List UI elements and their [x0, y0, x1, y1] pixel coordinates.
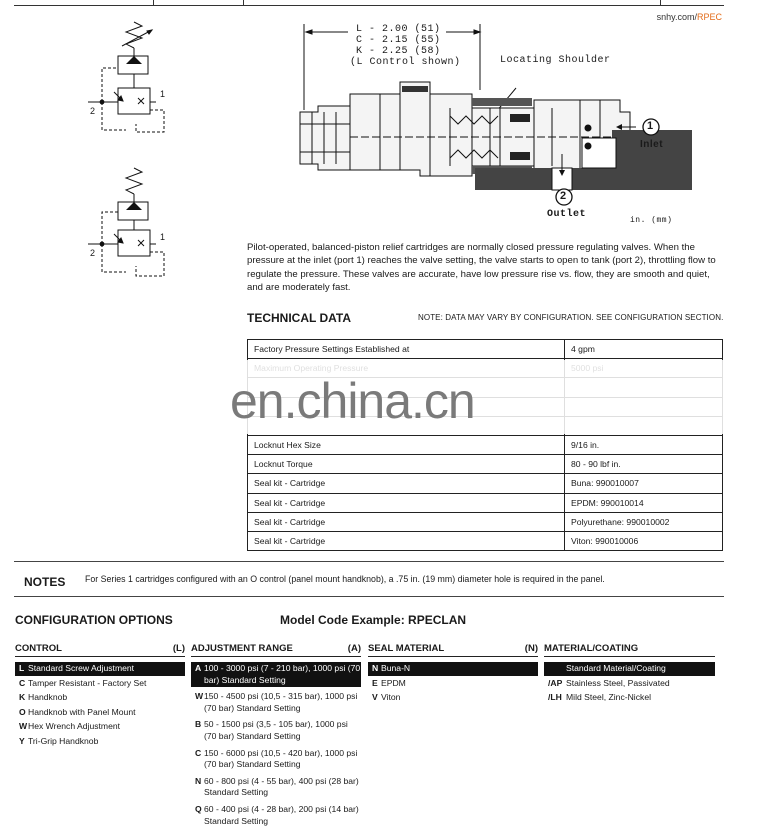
- option-W[interactable]: W Hex Wrench Adjustment: [19, 721, 121, 732]
- port-2-label: 2: [90, 106, 96, 116]
- option-L[interactable]: L Standard Screw Adjustment: [15, 662, 185, 676]
- table-row: [248, 474, 723, 493]
- locating-shoulder-label: Locating Shoulder: [500, 55, 611, 66]
- table-row: [248, 512, 723, 531]
- inlet-label: Inlet: [640, 139, 664, 150]
- option-C[interactable]: C Tamper Resistant - Factory Set: [19, 677, 147, 688]
- column-default-code: (L): [172, 643, 185, 654]
- option-LH[interactable]: /LH Mild Steel, Zinc-Nickel: [548, 692, 652, 703]
- column-heading: CONTROL: [15, 643, 62, 654]
- port-1-label: 1: [160, 89, 166, 99]
- relief-valve-schematic-icon: [78, 166, 178, 286]
- table-row: [248, 531, 723, 550]
- dimension-C: C - 2.15 (55): [356, 35, 441, 46]
- spec-label: Locknut Torque: [248, 455, 565, 474]
- top-divider: [243, 0, 244, 6]
- column-header: [191, 643, 361, 657]
- spec-value: Polyurethane: 990010002: [565, 512, 723, 531]
- port-2-number: 2: [560, 190, 567, 202]
- spec-value: 9/16 in.: [565, 435, 723, 454]
- option-AP[interactable]: /AP Stainless Steel, Passivated: [548, 677, 670, 688]
- technical-data-title: TECHNICAL DATA: [247, 311, 351, 325]
- top-divider: [153, 0, 154, 6]
- column-header: [368, 643, 538, 657]
- spec-value: EPDM: 990010014: [565, 493, 723, 512]
- config-column-seal-material: [368, 643, 538, 705]
- config-column-material-coating: [544, 643, 715, 705]
- spec-label: Locknut Hex Size: [248, 435, 565, 454]
- option-N[interactable]: N Buna-N: [368, 662, 538, 676]
- option-V[interactable]: V Viton: [372, 692, 401, 703]
- divider: [14, 596, 724, 597]
- port-1-label: 1: [160, 232, 166, 242]
- dimension-labels: [350, 24, 461, 68]
- config-column-control: [15, 643, 185, 749]
- hydraulic-symbol-1: [78, 20, 178, 140]
- top-divider: [660, 0, 661, 6]
- relief-valve-schematic-icon: [78, 20, 178, 140]
- column-default-code: (N): [524, 643, 538, 654]
- option-N[interactable]: N 60 - 800 psi (4 - 55 bar), 400 psi (28 bar) Standard Setting: [195, 775, 359, 798]
- option-standard-material[interactable]: Standard Material/Coating: [544, 662, 715, 676]
- spec-label: Seal kit - Cartridge: [248, 512, 565, 531]
- hydraulic-symbol-2: [78, 166, 178, 286]
- table-row: [248, 493, 723, 512]
- spec-label: Seal kit - Cartridge: [248, 531, 565, 550]
- column-header: [15, 643, 185, 657]
- option-C[interactable]: C 150 - 6000 psi (10,5 - 420 bar), 1000 psi (70 bar) Standard Setting: [195, 747, 358, 770]
- table-row: [248, 435, 723, 454]
- option-Q[interactable]: Q 60 - 400 psi (4 - 28 bar), 200 psi (14 bar) Standard Setting: [195, 803, 359, 826]
- cartridge-cutaway-drawing: [290, 20, 730, 230]
- port-2-label: 2: [90, 248, 96, 258]
- units-label: in. (mm): [630, 216, 673, 225]
- model-code-example: Model Code Example: RPECLAN: [280, 613, 467, 627]
- dimension-K: K - 2.25 (58): [356, 46, 441, 57]
- column-heading: MATERIAL/COATING: [544, 643, 639, 654]
- option-A[interactable]: A 100 - 3000 psi (7 - 210 bar), 1000 psi (70 bar) Standard Setting: [191, 662, 361, 687]
- technical-data-note: NOTE: DATA MAY VARY BY CONFIGURATION. SEE CONFIGURATION SECTION.: [418, 313, 724, 322]
- spec-value: Buna: 990010007: [565, 474, 723, 493]
- top-border: [14, 0, 724, 6]
- port-1-number: 1: [647, 120, 654, 132]
- column-header: [544, 643, 715, 657]
- spec-label: Factory Pressure Settings Established at: [248, 340, 565, 359]
- spec-label: Seal kit - Cartridge: [248, 474, 565, 493]
- spec-value: 80 - 90 lbf in.: [565, 455, 723, 474]
- dimension-L: L - 2.00 (51): [356, 24, 441, 35]
- divider: [14, 561, 724, 562]
- configuration-options-title: CONFIGURATION OPTIONS: [15, 613, 173, 627]
- spec-value: Viton: 990010006: [565, 531, 723, 550]
- notes-title: NOTES: [24, 575, 66, 589]
- column-default-code: (A): [347, 643, 361, 654]
- dimension-note: (L Control shown): [350, 57, 461, 68]
- option-O[interactable]: O Handknob with Panel Mount: [19, 706, 136, 717]
- table-row: [248, 455, 723, 474]
- column-heading: SEAL MATERIAL: [368, 643, 445, 654]
- notes-text: For Series 1 cartridges configured with an O control (panel mount handknob), a .75 in. (19 mm) diameter hole is required in the panel.: [85, 574, 605, 584]
- outlet-label: Outlet: [547, 209, 587, 220]
- spec-label: Seal kit - Cartridge: [248, 493, 565, 512]
- table-row: [248, 340, 723, 359]
- column-heading: ADJUSTMENT RANGE: [191, 643, 293, 654]
- option-E[interactable]: E EPDM: [372, 677, 406, 688]
- option-W[interactable]: W 150 - 4500 psi (10,5 - 315 bar), 1000 psi (70 bar) Standard Setting: [195, 691, 358, 713]
- option-Y[interactable]: Y Tri-Grip Handknob: [19, 735, 99, 746]
- spec-value: 4 gpm: [565, 340, 723, 359]
- site-url[interactable]: snhy.com/RPEC: [656, 12, 722, 22]
- product-description: Pilot-operated, balanced-piston relief cartridges are normally closed pressure regulating valves. When the pressure at the inlet (port 1) reaches the valve setting, the valve starts to open to tank (port 2), throttling flow to regulate the pressure. These valves are accurate, have low pressure rise vs. flow, they are smooth and quiet, and are moderately fast.: [247, 242, 716, 294]
- config-column-adjustment-range: [191, 643, 361, 828]
- option-B[interactable]: B 50 - 1500 psi (3,5 - 105 bar), 1000 psi (70 bar) Standard Setting: [195, 719, 348, 741]
- watermark-text: en.china.cn: [230, 373, 475, 429]
- option-K[interactable]: K Handknob: [19, 692, 68, 703]
